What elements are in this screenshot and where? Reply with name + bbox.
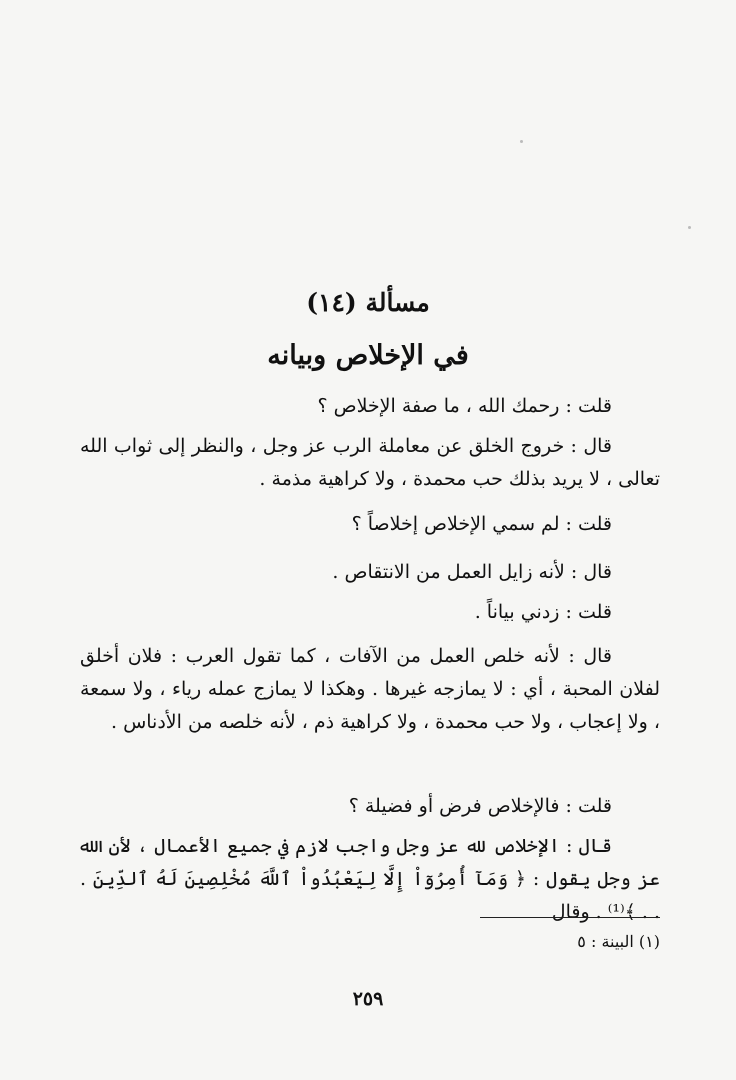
page-number: ٢٥٩ — [352, 988, 384, 1010]
paragraph-question-2 — [80, 508, 660, 541]
footnote: (١) البينة : ٥ — [577, 932, 660, 951]
paragraph-text: قلت : لم سمي الإخلاص إخلاصاً ؟ — [351, 513, 612, 535]
paragraph-text: قال : لأنه خلص العمل من الآفات ، كما تقول العرب : فلان أخلق لفلان المحبة ، أي : لا يمازجه غيرها . وهكذا لا يمازج عمله رياء ، ولا سمعة ، ولا إعجاب ، ولا حب محمدة ، ولا كراهية ذم ، لأنه خلصه من الأدناس . — [80, 645, 660, 733]
paragraph-text: قلت : رحمك الله ، ما صفة الإخلاص ؟ — [317, 395, 612, 417]
paragraph-text: قلت : زدني بياناً . — [474, 601, 612, 623]
paragraph-question-1 — [80, 390, 660, 423]
section-title: في الإخلاص وبيانه — [267, 340, 469, 371]
issue-title: مسألة (١٤) — [306, 288, 430, 317]
paragraph-text: قال : خروج الخلق عن معاملة الرب عز وجل ، والنظر إلى ثواب الله تعالى ، لا يريد بذلك حب محمدة ، ولا كراهية مذمة . — [80, 435, 660, 490]
paragraph-answer-1 — [80, 430, 660, 496]
footnote-divider — [480, 917, 660, 918]
paragraph-question-3 — [80, 596, 660, 629]
scan-speck — [520, 140, 523, 143]
paragraph-text: قلت : فالإخلاص فرض أو فضيلة ؟ — [348, 795, 612, 817]
paragraph-answer-2 — [80, 556, 660, 589]
paragraph-answer-4 — [80, 830, 660, 929]
scan-speck — [688, 226, 691, 229]
paragraph-text: قال : الإخلاص لله عز وجل واجب لازم في جميع الأعمال ، لأن الله عز وجل يقول : ﴿ وَمَآ أُمِرُوٓاْ إِلَّا لِيَعْبُدُواْ ٱللَّهَ مُخْلِصِينَ لَهُ ٱلدِّينَ . . . ﴾⁽¹⁾ . وقال — [80, 835, 660, 923]
paragraph-text: قال : لأنه زايل العمل من الانتقاص . — [332, 561, 612, 583]
paragraph-answer-3 — [80, 640, 660, 739]
paragraph-question-4 — [80, 790, 660, 823]
